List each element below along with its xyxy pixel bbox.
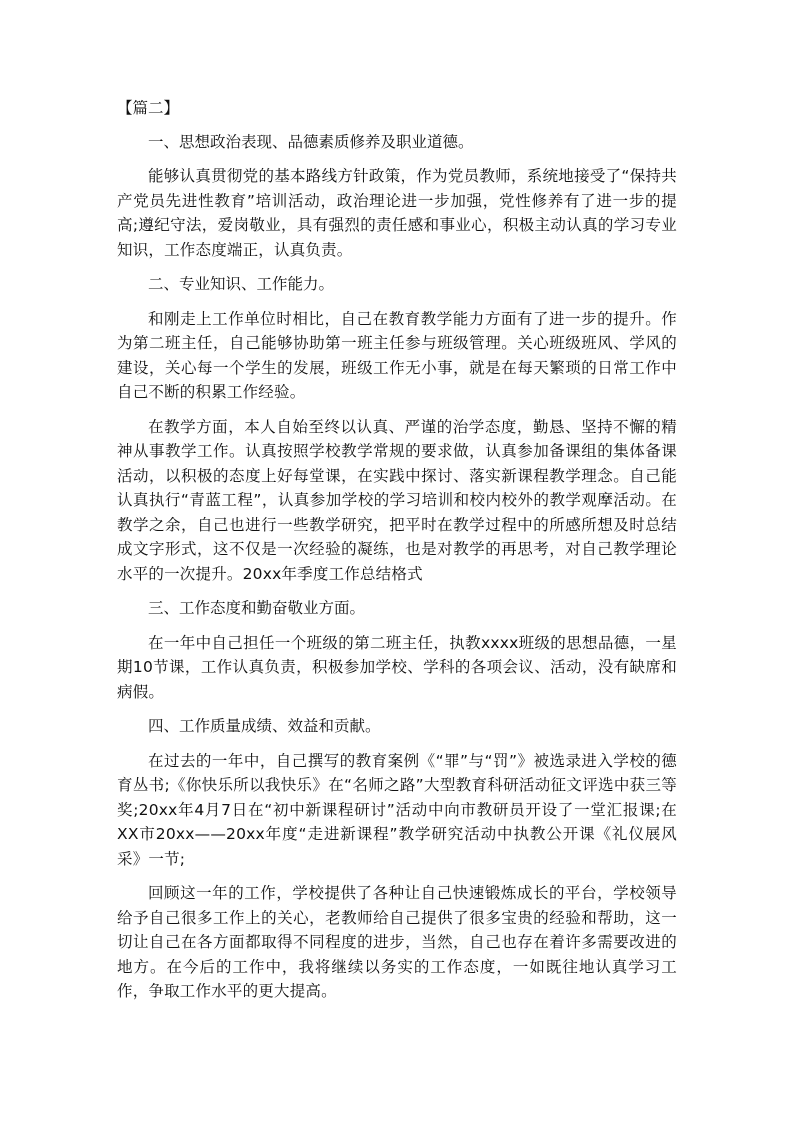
document-heading: 【篇二】	[117, 99, 180, 117]
section-title-4: 四、工作质量成绩、效益和贡献。	[148, 717, 381, 735]
paragraph-3-1: 在一年中自己担任一个班级的第二班主任，执教xxxx班级的思想品德，一星期10节课，工作认真负责，积极参加学校、学科的各项会议、活动，没有缺席和病假。	[117, 633, 677, 701]
paragraph-4-1: 在过去的一年中，自己撰写的教育案例《“罪”与“罚”》被选录进入学校的德育丛书;《你快乐所以我快乐》在“名师之路”大型教育科研活动征文评选中获三等奖;20xx年4月7日在“初中新课程研讨”活动中向市教研员开设了一堂汇报课;在XX市20xx——20xx年度“走进新课程”教学研究活动中执教公开课《礼仪展风采》一节;	[117, 751, 677, 868]
section-title-3: 三、工作态度和勤奋敬业方面。	[148, 599, 366, 617]
paragraph-2-2: 在教学方面，本人自始至终以认真、严谨的治学态度，勤恳、坚持不懈的精神从事教学工作。认真按照学校教学常规的要求做，认真参加备课组的集体备课活动，以积极的态度上好每堂课，在实践中探讨、落实新课程教学理念。自己能认真执行“青蓝工程”，认真参加学校的学习培训和校内校外的教学观摩活动。在教学之余，自己也进行一些教学研究，把平时在教学过程中的所感所想及时总结成文字形式，这不仅是一次经验的凝练，也是对教学的再思考，对自己教学理论水平的一次提升。20xx年季度工作总结格式	[117, 417, 677, 583]
paragraph-1-1: 能够认真贯彻党的基本路线方针政策，作为党员教师，系统地接受了“保持共产党员先进性教育”培训活动，政治理论进一步加强，党性修养有了进一步的提高;遵纪守法，爱岗敬业，具有强烈的责任感和事业心，积极主动认真的学习专业知识，工作态度端正，认真负责。	[117, 167, 677, 259]
paragraph-4-2: 回顾这一年的工作，学校提供了各种让自己快速锻炼成长的平台，学校领导给予自己很多工作上的关心，老教师给自己提供了很多宝贵的经验和帮助，这一切让自己在各方面都取得不同程度的进步，当然，自己也存在着许多需要改进的地方。在今后的工作中，我将继续以务实的工作态度，一如既往地认真学习工作，争取工作水平的更大提高。	[117, 884, 677, 1000]
section-title-1: 一、思想政治表现、品德素质修养及职业道德。	[148, 132, 474, 151]
document-page	[117, 96, 677, 1014]
section-title-2: 二、专业知识、工作能力。	[148, 275, 335, 293]
paragraph-2-1: 和刚走上工作单位时相比，自己在教育教学能力方面有了进一步的提升。作为第二班主任，自己能够协助第一班主任参与班级管理。关心班级班风、学风的建设，关心每一个学生的发展，班级工作无小事，就是在每天繁琐的日常工作中自己不断的积累工作经验。	[117, 309, 677, 401]
